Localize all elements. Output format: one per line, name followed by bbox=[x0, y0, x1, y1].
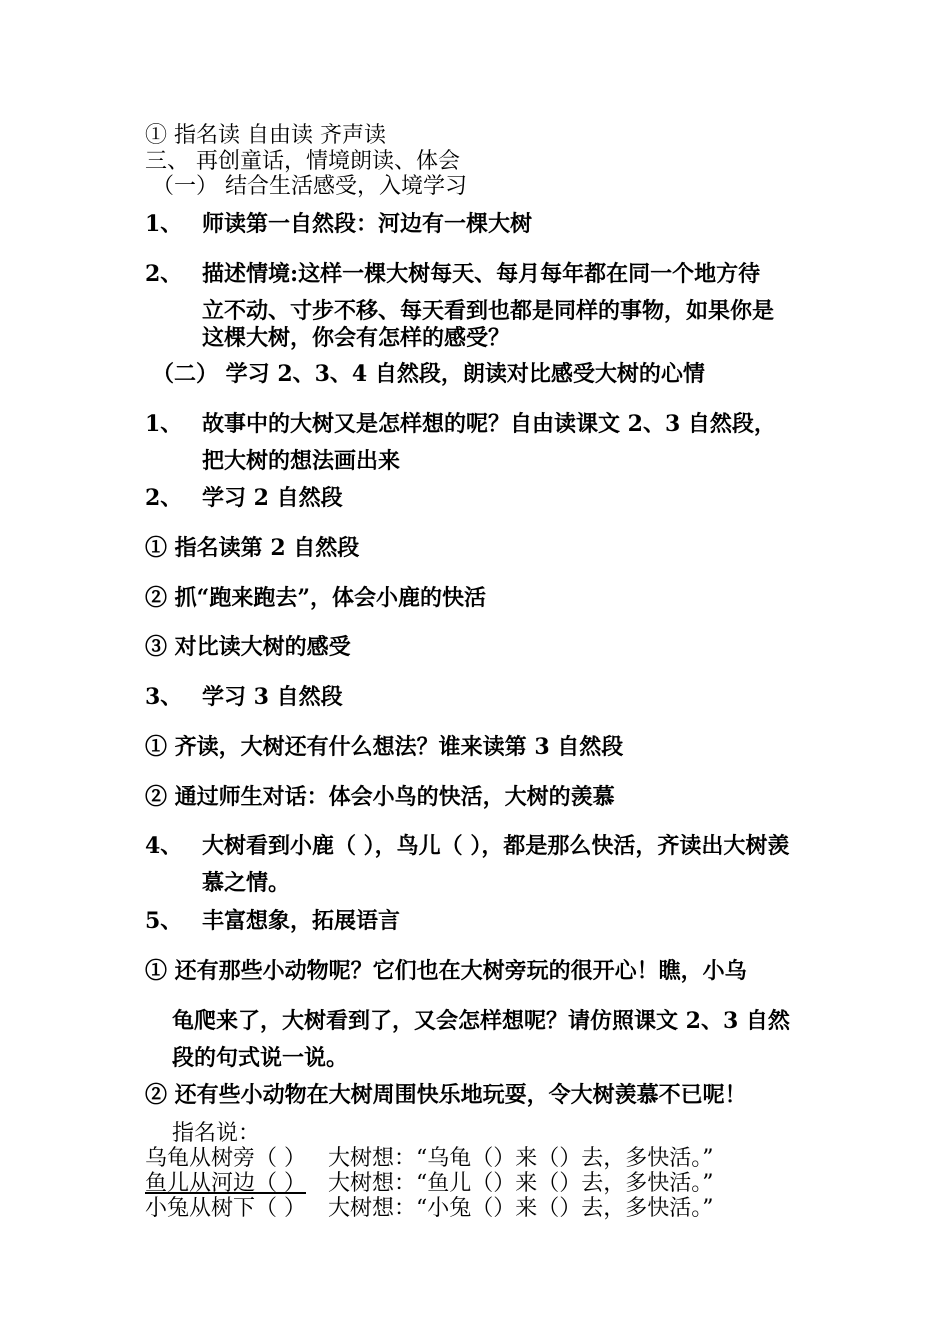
pattern-thought: 大树想：“小兔（）来（）去，多快活。” bbox=[328, 1196, 714, 1221]
sub-item-compare-reading: ③ 对比读大树的感受 bbox=[145, 634, 351, 660]
section-three-heading: 三、 再创童话，情境朗读、体会 bbox=[145, 149, 460, 174]
pattern-line-fish bbox=[145, 1171, 714, 1197]
item-number: 4、 bbox=[145, 833, 183, 859]
pattern-subject: 鱼儿从河边（ ） bbox=[145, 1171, 306, 1196]
item-text: 师读第一自然段：河边有一棵大树 bbox=[202, 211, 533, 237]
item-number: 5、 bbox=[145, 908, 183, 934]
sub-item-name-reading: ① 指名读第 2 自然段 bbox=[145, 535, 360, 561]
item-5-imagination bbox=[145, 908, 400, 934]
item-number: 1、 bbox=[145, 211, 183, 237]
subsection-two-heading: （二） 学习 2、3、4 自然段，朗读对比感受大树的心情 bbox=[152, 361, 705, 387]
sub-item-read-together: ① 齐读，大树还有什么想法？谁来读第 3 自然段 bbox=[145, 734, 624, 760]
item-text: 丰富想象，拓展语言 bbox=[202, 908, 401, 934]
item-4-continuation: 慕之情。 bbox=[202, 870, 291, 896]
item-text: 描述情境:这样一棵大树每天、每月每年都在同一个地方待 bbox=[202, 261, 761, 287]
item-number: 2、 bbox=[145, 485, 183, 511]
item-1-tree-thoughts bbox=[145, 411, 776, 437]
pattern-subject: 乌龟从树旁（ ） bbox=[145, 1146, 306, 1171]
prompt-label: 指名说： bbox=[172, 1121, 261, 1146]
item-2-continuation: 立不动、寸步不移、每天看到也都是同样的事物，如果你是 bbox=[202, 298, 775, 324]
sub-item-animals-playing: ② 还有些小动物在大树周围快乐地玩耍，令大树羡慕不已呢！ bbox=[145, 1082, 747, 1108]
sub-item-other-animals: ① 还有那些小动物呢？它们也在大树旁玩的很开心！瞧，小乌 bbox=[145, 958, 747, 984]
sub-item-dialogue: ② 通过师生对话：体会小鸟的快活，大树的羡慕 bbox=[145, 784, 615, 810]
reading-methods-line: ① 指名读 自由读 齐声读 bbox=[145, 123, 386, 148]
item-number: 1、 bbox=[145, 411, 183, 437]
item-text: 故事中的大树又是怎样想的呢？自由读课文 2、3 自然段， bbox=[202, 411, 776, 437]
pattern-thought: 大树想：“鱼儿（）来（）去，多快活。” bbox=[328, 1171, 714, 1196]
item-2-study-paragraph-2 bbox=[145, 485, 343, 511]
sub-item-continuation: 段的句式说一说。 bbox=[172, 1045, 349, 1071]
sub-item-deer-joy: ② 抓“跑来跑去”，体会小鹿的快活 bbox=[145, 585, 486, 611]
item-4-envy-reading bbox=[145, 833, 789, 859]
item-text: 大树看到小鹿（ ），鸟儿（ ），都是那么快活，齐读出大树羡 bbox=[202, 833, 790, 859]
pattern-thought: 大树想：“乌龟（）来（）去，多快活。” bbox=[328, 1146, 714, 1171]
item-2-continuation: 这棵大树，你会有怎样的感受？ bbox=[202, 325, 511, 351]
sub-item-continuation: 龟爬来了，大树看到了，又会怎样想呢？请仿照课文 2、3 自然 bbox=[172, 1008, 790, 1034]
item-text: 学习 2 自然段 bbox=[202, 485, 343, 511]
item-number: 3、 bbox=[145, 684, 183, 710]
pattern-subject: 小兔从树下（ ） bbox=[145, 1196, 306, 1221]
item-2-describe-scene bbox=[145, 261, 760, 287]
item-text: 学习 3 自然段 bbox=[202, 684, 343, 710]
item-1-continuation: 把大树的想法画出来 bbox=[202, 448, 401, 474]
pattern-line-turtle bbox=[145, 1146, 714, 1172]
item-1-teacher-reads bbox=[145, 211, 532, 237]
subsection-one-heading: （一） 结合生活感受，入境学习 bbox=[152, 174, 467, 199]
item-3-study-paragraph-3 bbox=[145, 684, 343, 710]
item-number: 2、 bbox=[145, 261, 183, 287]
pattern-line-rabbit bbox=[145, 1196, 714, 1222]
